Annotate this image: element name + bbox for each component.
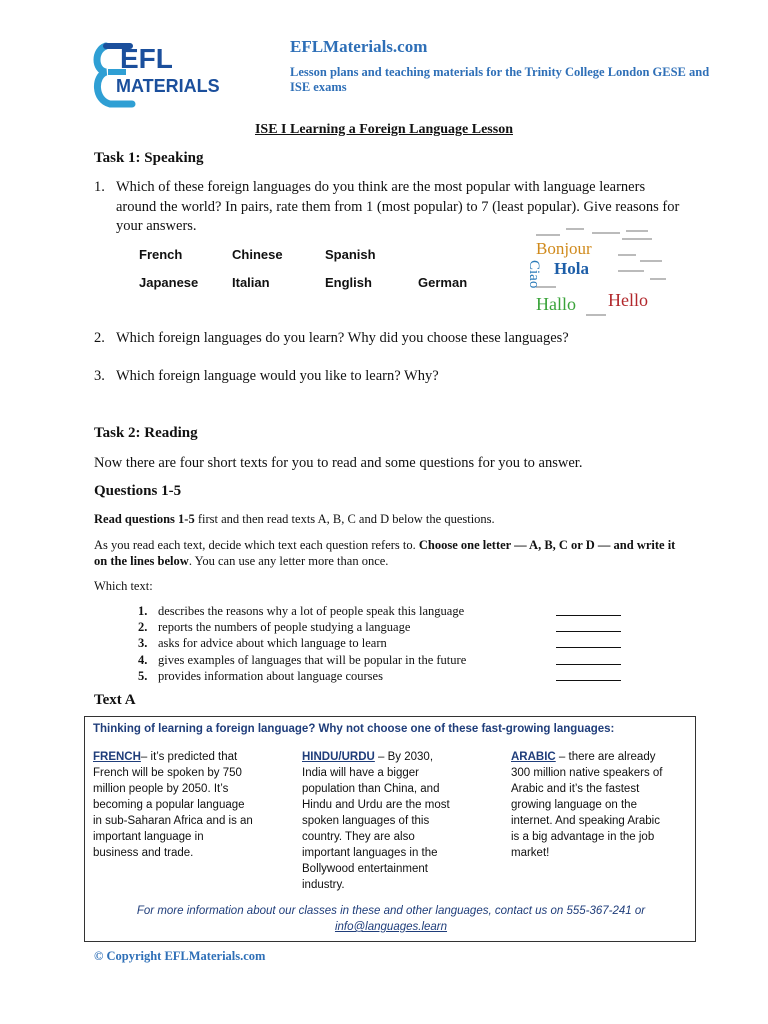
language-word-cloud-image	[522, 226, 672, 318]
cloud-word-hallo: Hallo	[536, 294, 576, 314]
list-item	[94, 669, 634, 685]
question-number: 2.	[94, 330, 105, 346]
column-line: industry.	[302, 879, 345, 891]
answer-blank[interactable]	[556, 636, 621, 648]
instruction-choose-start: As you read each text, decide which text each question refers to.	[94, 538, 419, 552]
column-line: million people by 2050. It’s	[93, 783, 229, 795]
cloud-word-bonjour: Bonjour	[536, 239, 592, 258]
item-text: reports the numbers of people studying a language	[158, 620, 411, 635]
language-chinese: Chinese	[232, 247, 283, 262]
item-number: 4.	[138, 652, 148, 667]
item-number: 5.	[138, 668, 148, 683]
logo-text-materials: MATERIALS	[116, 76, 220, 96]
column-line: important languages in the	[302, 847, 438, 859]
site-name[interactable]: EFLMaterials.com	[290, 37, 428, 56]
which-text-label: Which text:	[94, 579, 153, 593]
language-german: German	[418, 275, 468, 290]
column-line: French will be spoken by 750	[93, 767, 242, 779]
cloud-word-hola: Hola	[554, 259, 589, 278]
question-text: Which foreign language would you like to learn? Why?	[116, 368, 439, 384]
item-text: gives examples of languages that will be popular in the future	[158, 652, 467, 667]
column-line: market!	[511, 847, 550, 859]
list-item	[94, 604, 634, 620]
column-line: important language in	[93, 831, 204, 843]
column-line: Hindu and Urdu are the most	[302, 799, 450, 811]
task2-intro: Now there are four short texts for you to read and some questions for you to answer.	[94, 455, 583, 471]
language-japanese: Japanese	[139, 275, 199, 290]
list-item	[94, 653, 634, 669]
answer-blank[interactable]	[556, 669, 621, 681]
item-text: describes the reasons why a lot of people speak this language	[158, 604, 465, 618]
column-line: becoming a popular language	[93, 799, 245, 811]
answer-blank[interactable]	[556, 620, 621, 632]
item-number: 2.	[138, 620, 148, 635]
instruction-choose	[94, 537, 684, 569]
instruction-read	[94, 511, 495, 527]
item-number: 3.	[138, 636, 148, 651]
logo-text-efl: EFL	[120, 43, 173, 74]
text-a-column-hindu-urdu	[302, 749, 502, 893]
efl-materials-logo	[92, 40, 222, 108]
column-line: is a big advantage in the job	[511, 831, 655, 843]
column-line: country. They are also	[302, 831, 415, 843]
instruction-choose-bold: Choose one letter — A, B, C or D — and write it on the lines below	[94, 538, 676, 568]
question-text: Which foreign languages do you learn? Why did you choose these languages?	[116, 330, 569, 346]
text-a-box	[84, 716, 696, 942]
task1-question-3	[94, 367, 684, 387]
column-line: business and trade.	[93, 847, 194, 859]
instruction-choose-end: . You can use any letter more than once.	[188, 554, 389, 568]
item-text: provides information about language courses	[158, 668, 383, 683]
lesson-title: ISE I Learning a Foreign Language Lesson	[254, 122, 513, 137]
cloud-word-ciao: Ciao	[526, 260, 542, 289]
list-item	[94, 636, 634, 652]
item-number: 1.	[138, 604, 148, 618]
language-english: English	[325, 275, 372, 290]
column-line: India will have a bigger	[302, 767, 419, 779]
column-line: internet. And speaking Arabic	[511, 815, 660, 827]
column-line: – there are already	[555, 751, 656, 763]
question-list	[94, 604, 634, 685]
column-line: Arabic and it’s the fastest	[511, 783, 640, 795]
text-a-heading: Text A	[94, 692, 136, 708]
list-item	[94, 620, 634, 636]
column-line: – it’s predicted that	[140, 751, 238, 763]
questions-heading: Questions 1-5	[94, 483, 182, 499]
question-number: 3.	[94, 368, 105, 384]
instruction-read-bold: Read questions 1-5	[94, 512, 195, 526]
language-italian: Italian	[232, 275, 270, 290]
column-label-arabic: ARABIC	[511, 751, 556, 763]
text-a-column-french	[93, 749, 283, 861]
column-line: in sub-Saharan Africa and is an	[93, 815, 253, 827]
tagline: Lesson plans and teaching materials for the Trinity College London GESE and ISE exams	[290, 65, 710, 94]
contact-email-link[interactable]: info@languages.learn	[334, 921, 448, 933]
language-french: French	[139, 247, 183, 262]
instruction-read-rest: first and then read texts A, B, C and D below the questions.	[194, 512, 495, 526]
column-label-hindu-urdu: HINDU/URDU	[302, 751, 375, 763]
column-line: spoken languages of this	[302, 815, 430, 827]
question-number: 1.	[94, 179, 105, 195]
column-line: – By 2030,	[374, 751, 434, 763]
footer-contact-line: For more information about our classes in these and other languages, contact us on 555-367-241 or	[136, 905, 646, 917]
column-label-french: FRENCH	[93, 751, 141, 763]
task1-heading: Task 1: Speaking	[94, 150, 204, 166]
text-a-footer	[85, 903, 697, 935]
column-line: 300 million native speakers of	[511, 767, 663, 779]
question-text: Which of these foreign languages do you think are the most popular with language learners around the world? In pairs, rate them from 1 (most popular) to 7 (least popular). Give reasons for your answers.	[116, 179, 680, 234]
language-spanish: Spanish	[325, 247, 376, 262]
column-line: population than China, and	[302, 783, 440, 795]
text-a-box-heading: Thinking of learning a foreign language? Why not choose one of these fast-growing languages:	[93, 723, 615, 735]
task2-heading: Task 2: Reading	[94, 425, 198, 441]
column-line: Bollywood entertainment	[302, 863, 428, 875]
answer-blank[interactable]	[556, 653, 621, 665]
copyright: © Copyright EFLMaterials.com	[94, 949, 266, 963]
cloud-word-hello: Hello	[608, 290, 648, 310]
text-a-column-arabic	[511, 749, 691, 861]
task1-question-2	[94, 329, 684, 349]
item-text: asks for advice about which language to learn	[158, 636, 387, 651]
answer-blank[interactable]	[556, 604, 621, 616]
column-line: growing language on the	[511, 799, 637, 811]
